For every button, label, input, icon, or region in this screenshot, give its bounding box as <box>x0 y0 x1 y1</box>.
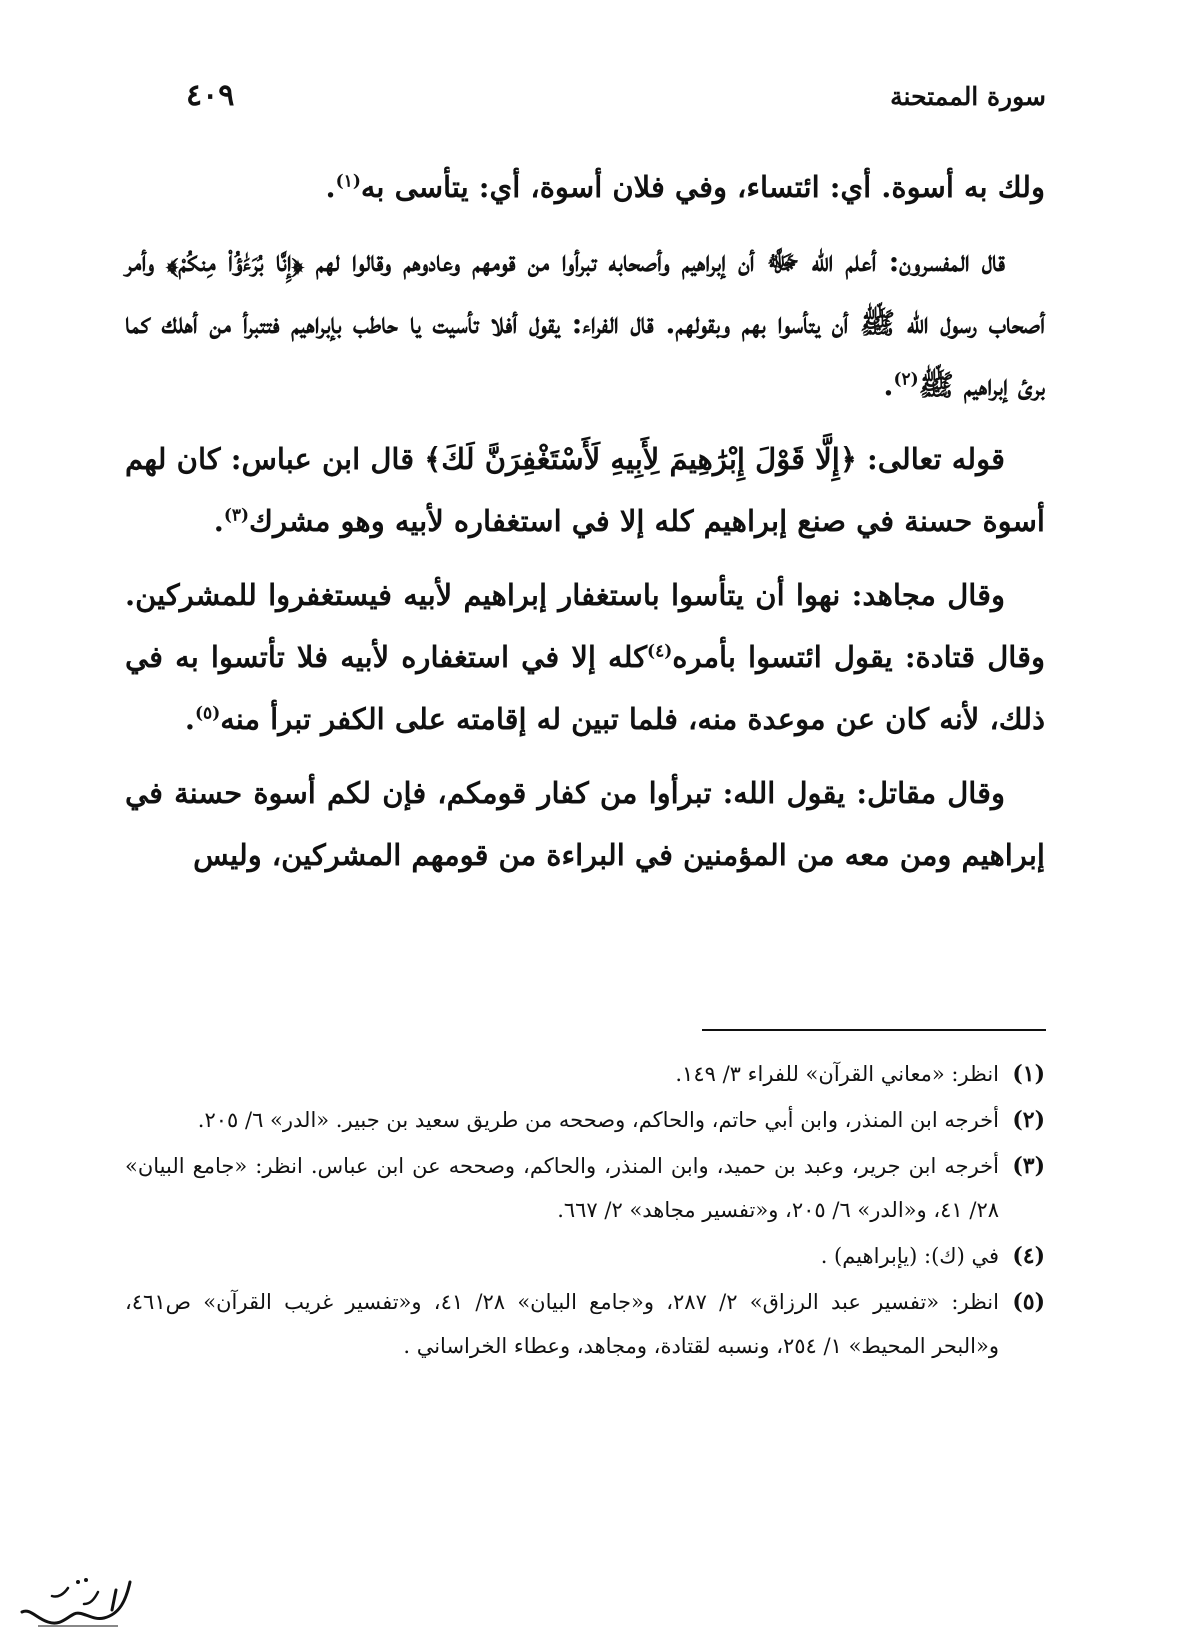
paragraph-text: قال المفسرون: أعلم الله ﷻ أن إبراهيم وأصحابه تبرأوا من قومهم وعادوهم وقالوا لهم <box>315 244 1005 278</box>
footnote-item <box>125 1234 1045 1278</box>
paragraph-text: وقال مقاتل: يقول الله: تبرأوا من كفار قومكم، فإن لكم أسوة حسنة في إبراهيم ومن معه من المؤمنين في البراءة من قومهم المشركين، وليس <box>125 776 1045 872</box>
publisher-stamp-logo <box>8 1570 138 1632</box>
footnote-item <box>125 1144 1045 1232</box>
footnote-number: (١) <box>1012 1061 1045 1087</box>
footnote-ref-2: (٢) <box>893 369 919 390</box>
paragraph-text: قوله تعالى: <box>866 442 1005 476</box>
paragraph-1 <box>125 156 1045 218</box>
footnote-text: في (ك): (يإبراهيم) . <box>820 1244 999 1268</box>
footnote-number: (٣) <box>1012 1153 1045 1179</box>
footnote-item <box>125 1280 1045 1368</box>
page-number: ٤٠٩ <box>186 78 235 113</box>
footnote-number: (٢) <box>1012 1107 1045 1133</box>
footnote-text: انظر: «تفسير عبد الرزاق» ٢/ ٢٨٧، و«جامع البيان» ٢٨/ ٤١، و«تفسير غريب القرآن» ص٤٦١، و«البحر المحيط» ١/ ٢٥٤، ونسبه لقتادة، ومجاهد، وعطاء الخراساني . <box>125 1290 999 1358</box>
paragraph-end: . <box>184 702 195 736</box>
footnote-number: (٤) <box>1012 1243 1045 1269</box>
paragraph-text: وقال مجاهد: نهوا أن يتأسوا باستغفار إبراهيم لأبيه فيستغفروا للمشركين. وقال قتادة: يقول ائتسوا بأمره <box>125 578 1046 674</box>
paragraph-text: كله إلا في استغفاره لأبيه فلا تأتسوا به في ذلك، لأنه كان عن موعدة منه، فلما تبين له إقامته على الكفر تبرأ منه <box>125 640 1045 736</box>
page-header <box>186 78 1046 126</box>
paragraph-5 <box>125 762 1045 886</box>
paragraph-text: وأمر أصحاب رسول الله ﷺ أن يتأسوا بهم وبقولهم. قال الفراء: يقول أفلا تأسيت يا حاطب بإبراهيم فتتبرأ من أهلك كما برئ إبراهيم ﷺ <box>125 244 1045 402</box>
paragraph-end: . <box>325 170 336 204</box>
paragraph-end: . <box>883 368 894 402</box>
footnote-text: أخرجه ابن المنذر، وابن أبي حاتم، والحاكم، وصححه من طريق سعيد بن جبير. «الدر» ٦/ ٢٠٥. <box>197 1108 999 1132</box>
quran-verse: ﴿إِلَّا قَوْلَ إِبْرَٰهِيمَ لِأَبِيهِ لَأَسْتَغْفِرَنَّ لَكَ﴾ <box>424 442 857 476</box>
paragraph-end: . <box>213 504 224 538</box>
paragraph-text: قال ابن عباس: كان لهم أسوة حسنة في صنع إبراهيم كله إلا في استغفاره لأبيه وهو مشرك <box>125 442 1045 538</box>
footnote-text: أخرجه ابن جرير، وعبد بن حميد، وابن المنذر، والحاكم، وصححه عن ابن عباس. انظر: «جامع البيان» ٢٨/ ٤١، و«الدر» ٦/ ٢٠٥، و«تفسير مجاهد» ٢/ ٦٦٧. <box>125 1154 999 1222</box>
paragraph-3 <box>125 428 1045 552</box>
footnote-ref-3: (٣) <box>223 505 250 526</box>
paragraph-2 <box>125 230 1045 416</box>
footnote-text: انظر: «معاني القرآن» للفراء ٣/ ١٤٩. <box>675 1062 999 1086</box>
footnote-ref-5: (٥) <box>195 703 221 724</box>
footnotes <box>125 1052 1045 1370</box>
quran-verse: ﴿إِنَّا بُرَءَٰؤُاْ مِنكُمْ﴾ <box>166 244 304 278</box>
footnote-item <box>125 1052 1045 1096</box>
main-text <box>125 156 1045 898</box>
footnote-item <box>125 1098 1045 1142</box>
paragraph-4 <box>125 564 1045 750</box>
footnote-divider <box>702 1029 1046 1031</box>
footnote-number: (٥) <box>1012 1289 1045 1315</box>
surah-title: سورة الممتحنة <box>890 82 1046 111</box>
paragraph-text: ولك به أسوة. أي: ائتساء، وفي فلان أسوة، أي: يتأسى به <box>360 170 1045 204</box>
footnote-ref-1: (١) <box>335 171 361 192</box>
footnote-ref-4: (٤) <box>647 641 673 662</box>
